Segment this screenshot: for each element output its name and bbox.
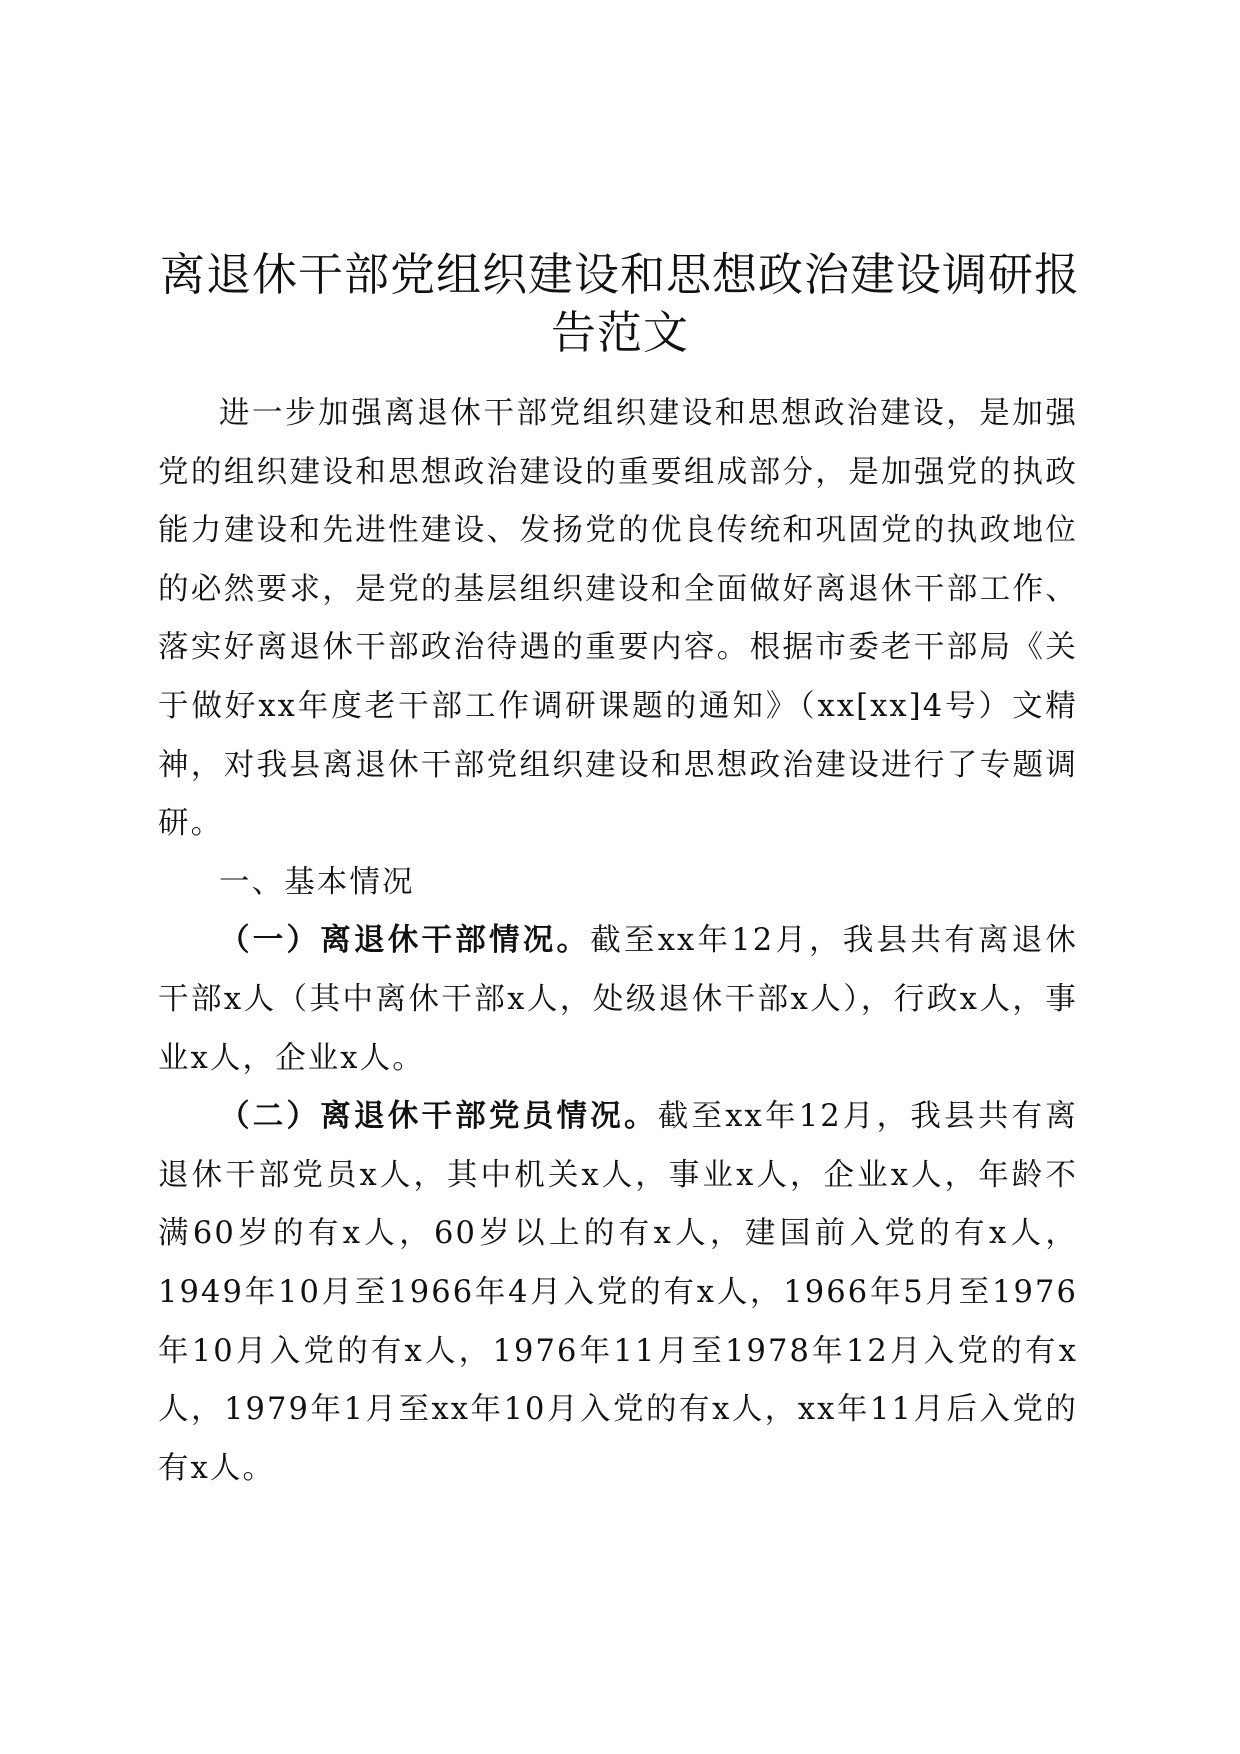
- section-heading-basic-situation: 一、基本情况: [219, 864, 415, 900]
- document-body: [158, 385, 1078, 1498]
- subsection-retired-cadres: [158, 912, 1078, 1088]
- subsection-text-retired-party-members: 截至xx年12月，我县共有离退休干部党员x人，其中机关x人，事业x人，企业x人，年龄不满60岁的有x人，60岁以上的有x人，建国前入党的有x人，1949年10月至1966年4月入党的有x人，1966年5月至1976年10月入党的有x人，1976年11月至1978年12月入党的有x人，1979年1月至xx年10月入党的有x人，xx年11月后入党的有x人。: [158, 1099, 1078, 1486]
- subsection-lead-retired-party-members: （二）离退休干部党员情况。: [219, 1099, 658, 1135]
- subsection-text-retired-cadres: 截至xx年12月，我县共有离退休干部x人（其中离休干部x人，处级退休干部x人），行政x人，事业x人，企业x人。: [158, 923, 1078, 1076]
- document-title: 离退休干部党组织建设和思想政治建设调研报告范文: [159, 248, 1080, 359]
- subsection-retired-party-members: [158, 1088, 1078, 1498]
- intro-paragraph: 进一步加强离退休干部党组织建设和思想政治建设，是加强党的组织建设和思想政治建设的重要组成部分，是加强党的执政能力建设和先进性建设、发扬党的优良传统和巩固党的执政地位的必然要求，是党的基层组织建设和全面做好离退休干部工作、落实好离退休干部政治待遇的重要内容。根据市委老干部局《关于做好xx年度老干部工作调研课题的通知》（xx[xx]4号）文精神，对我县离退休干部党组织建设和思想政治建设进行了专题调研。: [158, 396, 1078, 842]
- subsection-lead-retired-cadres: （一）离退休干部情况。: [219, 923, 591, 959]
